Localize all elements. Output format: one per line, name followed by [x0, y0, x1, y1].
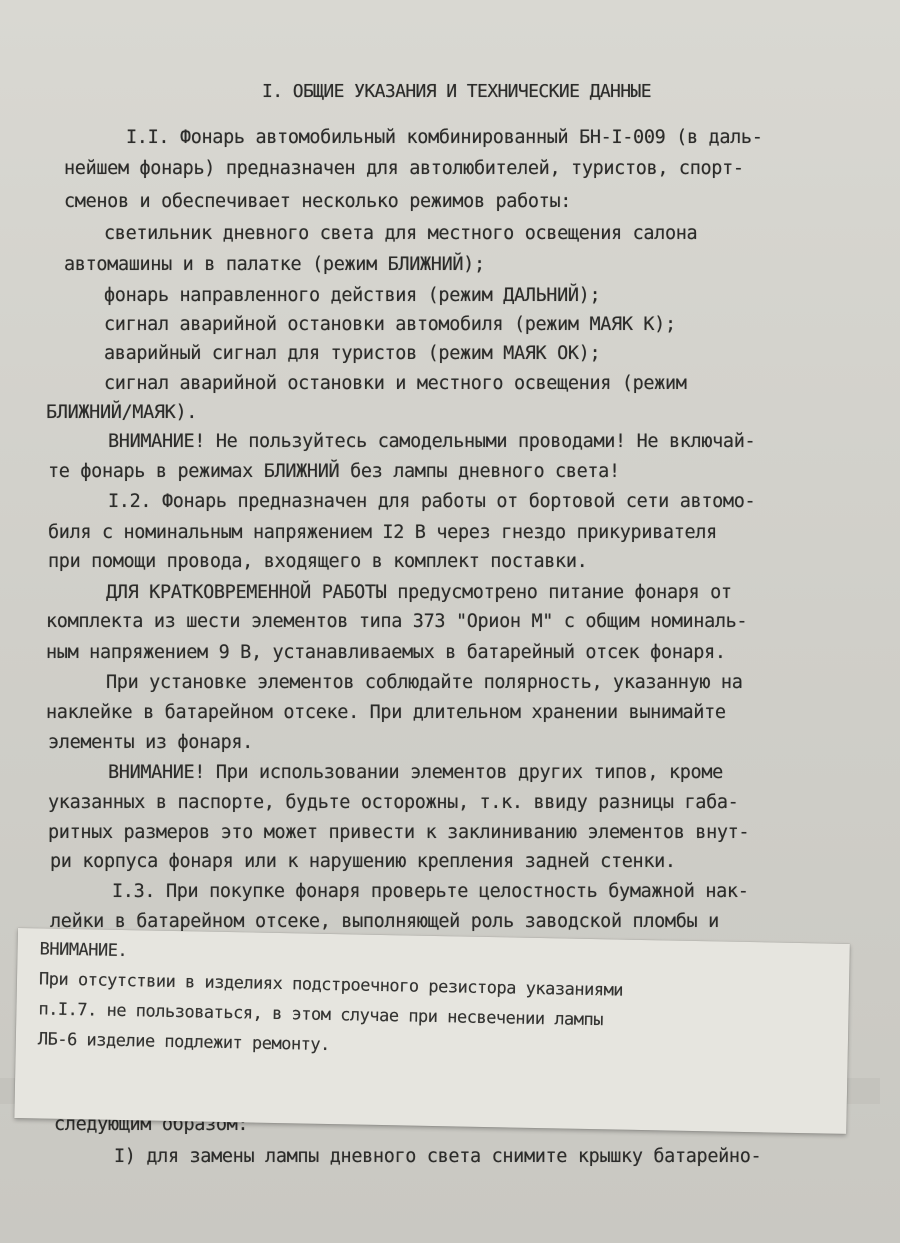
text-line: автомашины и в палатке (режим БЛИЖНИЙ); — [64, 254, 485, 275]
text-line: I) для замены лампы дневного света снимите крышку батарейно- — [114, 1146, 762, 1167]
sticker-line: При отсутствии в изделиях подстроечного резистора указаниями — [38, 969, 624, 1001]
text-line: при помощи провода, входящего в комплект поставки. — [48, 551, 588, 572]
text-line: комплекта из шести элементов типа 373 "Орион М" с общим номиналь- — [46, 611, 748, 632]
text-line: сигнал аварийной остановки автомобиля (режим МАЯК К); — [104, 314, 676, 335]
text-line: ДЛЯ КРАТКОВРЕМЕННОЙ РАБОТЫ предусмотрено питание фонаря от — [106, 582, 732, 603]
text-line: ВНИМАНИЕ! При использовании элементов других типов, кроме — [108, 762, 723, 783]
text-line: При установке элементов соблюдайте полярность, указанную на — [106, 672, 743, 693]
text-line: I.3. При покупке фонаря проверьте целостность бумажной нак- — [112, 881, 749, 902]
text-line: указанных в паспорте, будьте осторожны, т.к. ввиду разницы габа- — [48, 792, 739, 813]
sticker-title: ВНИМАНИЕ. — [39, 939, 128, 962]
text-line: БЛИЖНИЙ/МАЯК). — [46, 402, 198, 423]
text-line: сменов и обеспечивает несколько режимов работы: — [64, 191, 572, 212]
text-line: сигнал аварийной остановки и местного освещения (режим — [104, 373, 687, 394]
text-line: биля с номинальным напряжением I2 В через гнездо прикуривателя — [48, 522, 717, 543]
text-line: I.I. Фонарь автомобильный комбинированный БН-I-009 (в даль- — [126, 127, 763, 148]
text-line: нейшем фонарь) предназначен для автолюбителей, туристов, спорт- — [64, 158, 744, 179]
text-line: светильник дневного света для местного освещения салона — [104, 223, 698, 244]
text-line: элементы из фонаря. — [48, 732, 253, 753]
text-line: фонарь направленного действия (режим ДАЛЬНИЙ); — [104, 285, 601, 306]
sticker-line: п.I.7. не пользоваться, в этом случае при несвечении лампы — [38, 999, 604, 1031]
text-line: ВНИМАНИЕ! Не пользуйтесь самодельными проводами! Не включай- — [108, 431, 756, 452]
text-line: аварийный сигнал для туристов (режим МАЯК ОК); — [104, 343, 601, 364]
text-line: I.2. Фонарь предназначен для работы от бортовой сети автомо- — [108, 491, 756, 512]
text-line: лейки в батарейном отсеке, выполняющей роль заводской пломбы и — [50, 911, 719, 932]
text-line: наклейке в батарейном отсеке. При длительном хранении вынимайте — [46, 702, 726, 723]
section-heading: I. ОБЩИЕ УКАЗАНИЯ И ТЕХНИЧЕСКИЕ ДАННЫЕ — [262, 81, 652, 102]
text-line: следующим образом: — [54, 1114, 249, 1135]
pasted-notice-sticker — [14, 928, 849, 1134]
sticker-line: ЛБ-6 изделие подлежит ремонту. — [37, 1029, 331, 1056]
text-line: ритных размеров это может привести к заклиниванию элементов внут- — [48, 822, 750, 843]
text-line: ри корпуса фонаря или к нарушению крепления задней стенки. — [50, 851, 676, 872]
text-line: те фонарь в режимах БЛИЖНИЙ без лампы дневного света! — [48, 461, 620, 482]
text-line: ным напряжением 9 В, устанавливаемых в батарейный отсек фонаря. — [46, 642, 726, 663]
